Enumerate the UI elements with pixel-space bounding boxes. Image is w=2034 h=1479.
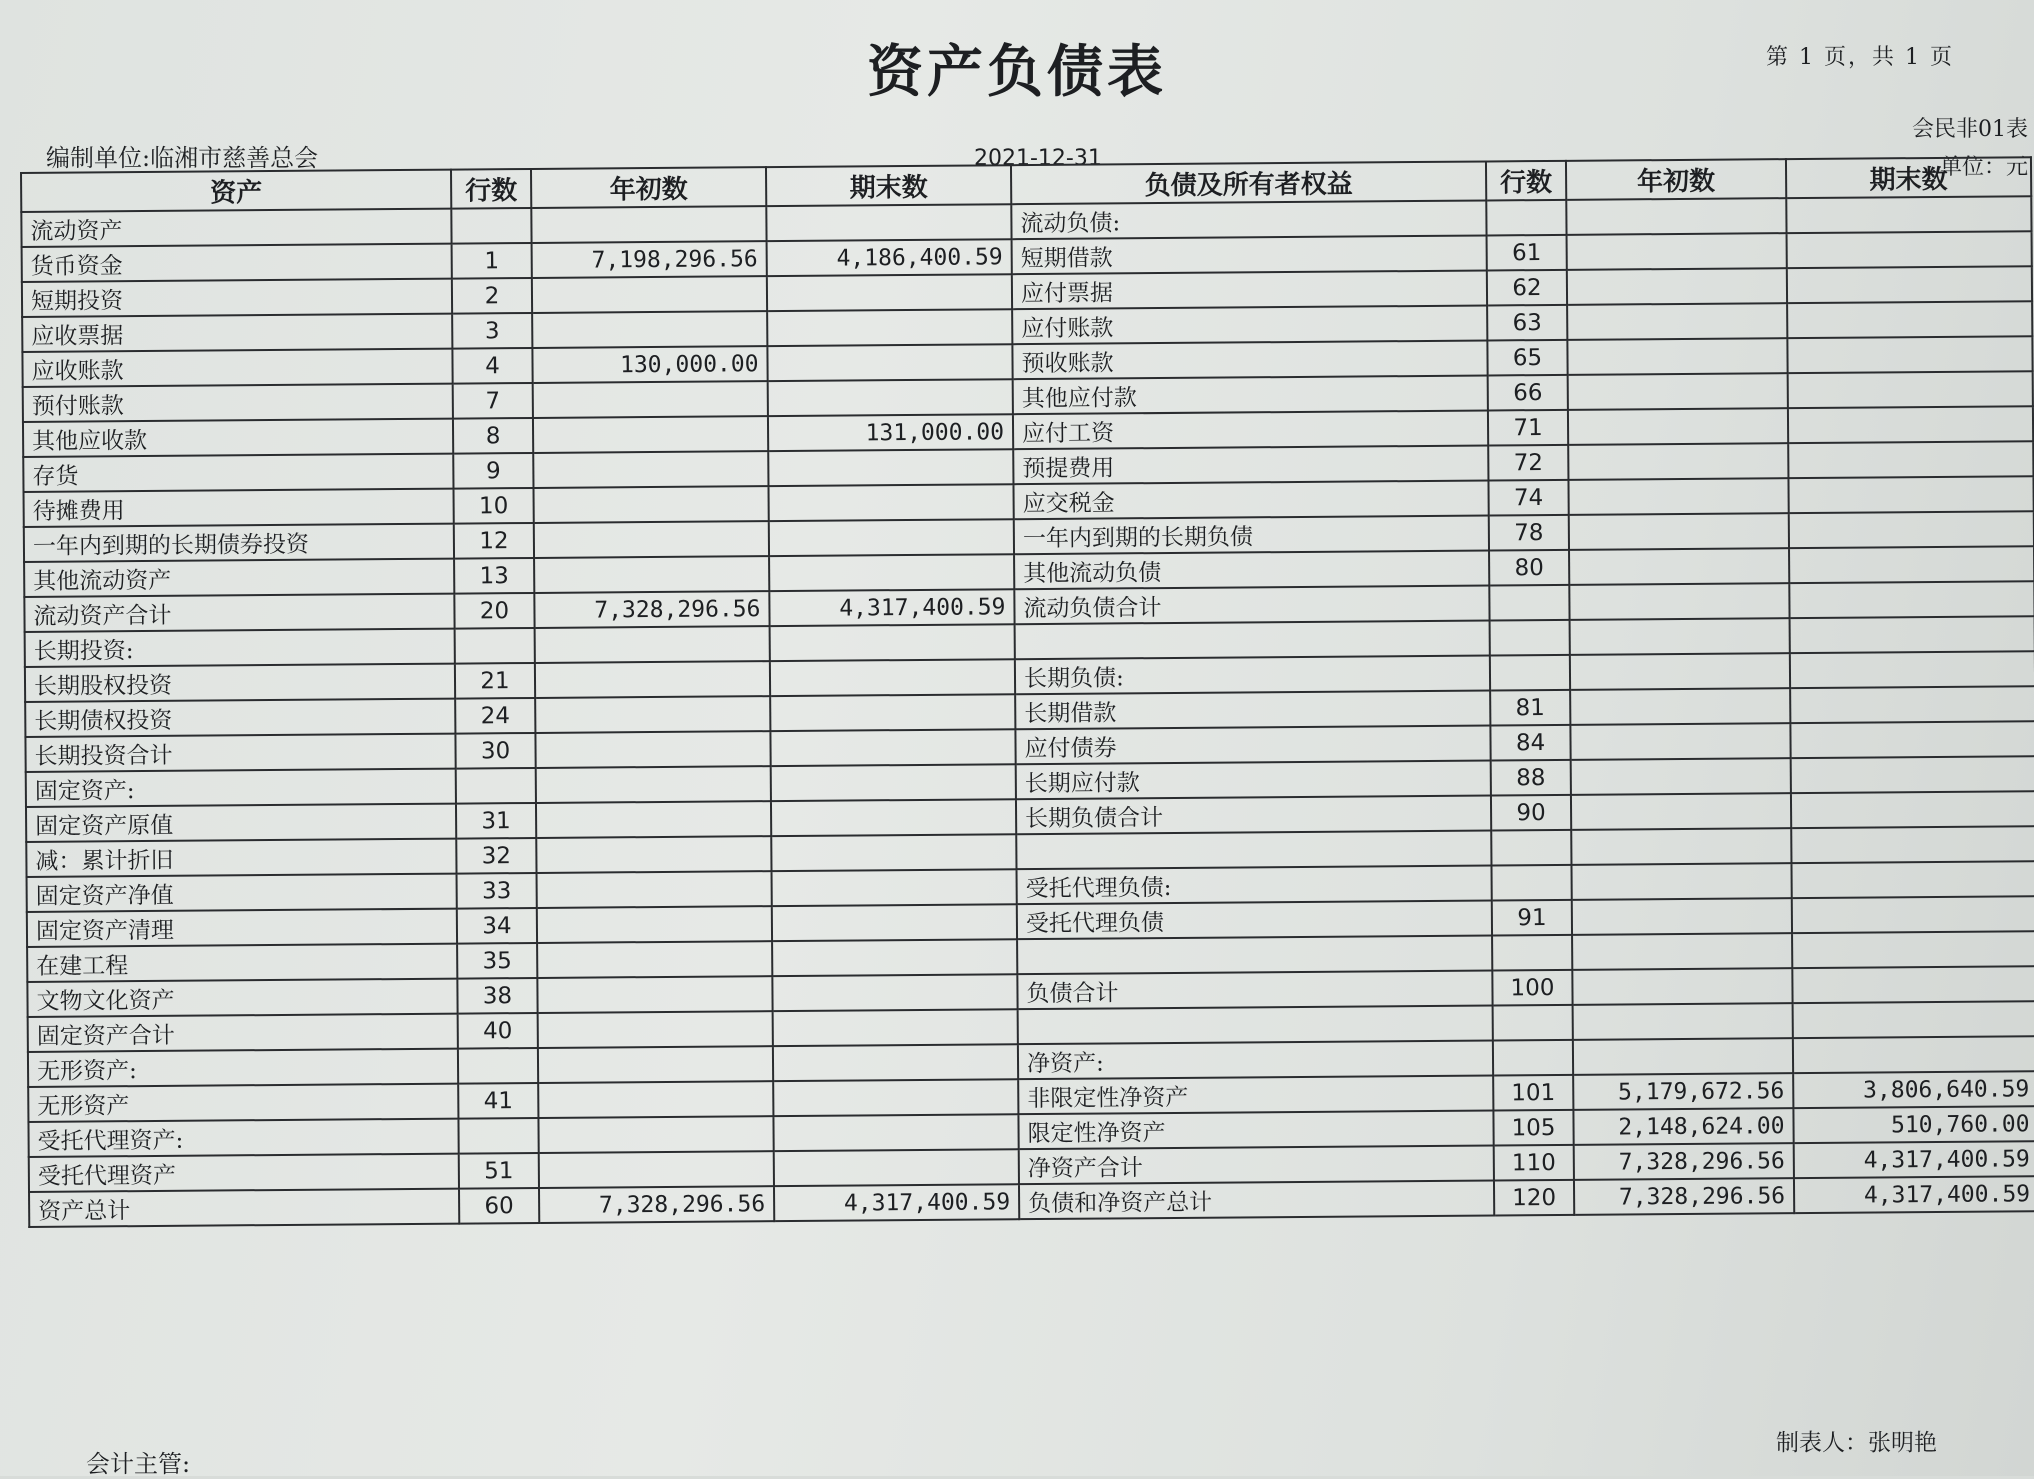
liability-begin-value [1569,583,1789,620]
liability-begin-value [1567,268,1787,305]
liability-label: 限定性净资产 [1018,1110,1493,1149]
balance-sheet-table [20,156,2034,1228]
liability-row-number [1486,200,1566,236]
liability-row-number: 63 [1487,305,1567,341]
asset-label: 其他流动资产 [24,559,454,597]
asset-begin-value: 7,328,296.56 [539,1186,774,1223]
liability-row-number: 62 [1487,270,1567,306]
liability-begin-value [1572,898,1792,935]
liability-end-value [1787,336,2032,373]
asset-end-value [771,764,1016,801]
liability-begin-value [1568,443,1788,480]
asset-end-value [768,484,1013,521]
liability-label: 长期应付款 [1016,760,1491,799]
liability-end-value [1786,196,2031,233]
col-header-assets: 资产 [21,170,451,212]
asset-label: 资产总计 [29,1189,459,1227]
liability-begin-value [1567,338,1787,375]
asset-end-value [770,694,1015,731]
liability-end-value [1790,651,2034,688]
liability-end-value: 4,317,400.59 [1794,1141,2034,1178]
asset-label: 其他应收款 [23,419,453,457]
liability-label [1015,620,1490,659]
asset-begin-value [536,801,771,838]
liability-begin-value [1566,198,1786,235]
liability-end-value [1791,861,2034,898]
asset-end-value [767,309,1012,346]
liability-begin-value [1568,408,1788,445]
col-header-liabilities: 负债及所有者权益 [1011,161,1486,204]
form-number: 会民非01表 [1912,117,2028,142]
asset-end-value [771,799,1016,836]
asset-row-number: 60 [459,1188,539,1224]
asset-end-value [770,659,1015,696]
asset-row-number [456,768,536,804]
liability-label [1017,935,1492,974]
asset-row-number: 12 [454,523,534,559]
asset-begin-value [537,941,772,978]
asset-end-value [768,379,1013,416]
asset-label: 待摊费用 [24,489,454,527]
liability-end-value [1792,896,2034,933]
table-body [21,196,2034,1227]
asset-row-number [451,208,531,244]
asset-end-value: 4,317,400.59 [774,1184,1019,1221]
asset-end-value [768,449,1013,486]
accounting-supervisor-label: 会计主管: [86,1450,191,1478]
liability-begin-value [1573,1003,1793,1040]
liability-row-number [1491,830,1571,866]
liability-end-value [1792,966,2034,1003]
liability-label: 应付工资 [1013,410,1488,449]
liability-end-value [1788,441,2033,478]
liability-label: 负债和净资产总计 [1019,1180,1494,1219]
liability-begin-value [1570,618,1790,655]
liability-begin-value [1567,233,1787,270]
asset-label: 预付账款 [23,384,453,422]
preparer-label: 制表人：张明艳 [1776,1430,1937,1456]
asset-row-number: 40 [458,1013,538,1049]
asset-label: 存货 [23,454,453,492]
liability-row-number [1490,655,1570,691]
asset-label: 无形资产: [28,1049,458,1087]
asset-row-number: 3 [452,313,532,349]
asset-end-value [771,834,1016,871]
asset-row-number: 7 [453,383,533,419]
asset-begin-value [535,626,770,663]
col-header-end: 期末数 [766,165,1011,206]
asset-label: 短期投资 [22,279,452,317]
liability-row-number: 78 [1489,515,1569,551]
asset-label: 固定资产清理 [27,909,457,947]
liability-end-value: 3,806,640.59 [1793,1071,2034,1108]
liability-row-number: 66 [1488,375,1568,411]
col-header-row-no-2: 行数 [1486,161,1566,201]
asset-begin-value: 7,198,296.56 [532,241,767,278]
asset-row-number [458,1118,538,1154]
asset-end-value [774,1149,1019,1186]
liability-row-number: 74 [1488,480,1568,516]
asset-begin-value: 130,000.00 [532,346,767,383]
asset-end-value [767,274,1012,311]
col-header-begin-2: 年初数 [1566,159,1786,200]
liability-row-number [1493,1005,1573,1041]
asset-row-number: 51 [459,1153,539,1189]
currency-unit: 单位：元 [1939,155,2028,180]
liability-label: 负债合计 [1017,970,1492,1009]
liability-begin-value: 7,328,296.56 [1574,1178,1794,1215]
liability-begin-value [1570,653,1790,690]
liability-begin-value [1572,968,1792,1005]
liability-end-value [1790,686,2034,723]
col-header-row-no: 行数 [451,169,531,209]
asset-begin-value [537,906,772,943]
asset-label: 长期债权投资 [25,699,455,737]
liability-label: 应交税金 [1013,480,1488,519]
asset-begin-value [537,871,772,908]
asset-label: 一年内到期的长期债券投资 [24,524,454,562]
liability-begin-value [1571,828,1791,865]
liability-row-number [1489,585,1569,621]
asset-label: 流动资产合计 [24,594,454,632]
asset-row-number: 35 [457,943,537,979]
asset-begin-value [534,521,769,558]
asset-begin-value [535,696,770,733]
asset-end-value [772,904,1017,941]
asset-row-number: 1 [452,243,532,279]
asset-end-value [770,624,1015,661]
liability-end-value [1789,581,2034,618]
liability-label: 短期借款 [1012,235,1487,274]
report-date: 2021-12-31 [974,146,1102,171]
liability-row-number [1492,935,1572,971]
liability-row-number: 91 [1492,900,1572,936]
asset-label: 长期投资: [25,629,455,667]
liability-end-value [1793,1036,2034,1073]
liability-label: 流动负债合计 [1014,585,1489,624]
liability-label: 预收账款 [1012,340,1487,379]
asset-end-value: 4,186,400.59 [767,239,1012,276]
asset-begin-value [534,556,769,593]
liability-label: 受托代理负债: [1017,865,1492,904]
asset-begin-value [533,451,768,488]
asset-label: 文物文化资产 [27,979,457,1017]
liability-label: 净资产合计 [1019,1145,1494,1184]
organization-name: 编制单位:临湘市慈善总会 [46,144,319,172]
liability-row-number: 88 [1491,760,1571,796]
asset-end-value [772,974,1017,1011]
liability-label [1018,1005,1493,1044]
asset-label: 长期投资合计 [25,734,455,772]
liability-row-number: 80 [1489,550,1569,586]
liability-end-value: 4,317,400.59 [1794,1176,2034,1213]
asset-begin-value [532,276,767,313]
page-title: 资产负债表 [867,39,1167,105]
liability-end-value [1791,826,2034,863]
asset-end-value [773,1114,1018,1151]
liability-row-number: 101 [1493,1075,1573,1111]
liability-begin-value [1570,688,1790,725]
asset-row-number: 33 [457,873,537,909]
asset-begin-value [537,976,772,1013]
liability-begin-value [1569,513,1789,550]
liability-label: 长期负债: [1015,655,1490,694]
asset-end-value [769,519,1014,556]
asset-begin-value [536,766,771,803]
asset-end-value [773,1009,1018,1046]
asset-begin-value [535,661,770,698]
asset-row-number: 10 [453,488,533,524]
liability-end-value [1790,616,2034,653]
asset-begin-value [538,1046,773,1083]
asset-label: 货币资金 [22,244,452,282]
asset-begin-value [533,381,768,418]
asset-row-number [455,628,535,664]
asset-end-value [766,204,1011,241]
asset-label: 应收票据 [22,314,452,352]
liability-begin-value [1571,863,1791,900]
liability-row-number: 72 [1488,445,1568,481]
liability-row-number [1490,620,1570,656]
asset-label: 固定资产原值 [26,804,456,842]
liability-begin-value [1572,933,1792,970]
liability-label [1016,830,1491,869]
asset-label: 无形资产 [28,1084,458,1122]
liability-label: 应付债券 [1015,725,1490,764]
asset-begin-value [533,486,768,523]
asset-begin-value [538,1011,773,1048]
asset-label: 受托代理资产 [29,1154,459,1192]
asset-row-number: 21 [455,663,535,699]
asset-row-number: 9 [453,453,533,489]
liability-row-number: 61 [1487,235,1567,271]
asset-begin-value: 7,328,296.56 [534,591,769,628]
liability-end-value [1791,756,2034,793]
liability-end-value [1789,511,2034,548]
asset-row-number: 41 [458,1083,538,1119]
asset-row-number: 38 [457,978,537,1014]
asset-label: 流动资产 [21,209,451,247]
asset-begin-value [536,836,771,873]
liability-label: 净资产: [1018,1040,1493,1079]
asset-begin-value [532,311,767,348]
asset-row-number: 31 [456,803,536,839]
liability-begin-value [1568,373,1788,410]
liability-label: 流动负债: [1011,200,1486,239]
asset-row-number: 13 [454,558,534,594]
asset-label: 固定资产合计 [28,1014,458,1052]
liability-begin-value: 2,148,624.00 [1573,1108,1793,1145]
asset-end-value [773,1079,1018,1116]
asset-row-number: 2 [452,278,532,314]
liability-row-number: 84 [1490,725,1570,761]
liability-begin-value [1571,793,1791,830]
asset-begin-value [531,206,766,243]
asset-begin-value [533,416,768,453]
asset-label: 固定资产: [26,769,456,807]
asset-row-number: 32 [456,838,536,874]
liability-end-value [1787,301,2032,338]
asset-begin-value [538,1116,773,1153]
liability-begin-value [1573,1038,1793,1075]
liability-end-value [1792,931,2034,968]
asset-begin-value [535,731,770,768]
liability-label: 受托代理负债 [1017,900,1492,939]
asset-label: 在建工程 [27,944,457,982]
liability-label: 预提费用 [1013,445,1488,484]
liability-row-number: 100 [1492,970,1572,1006]
liability-end-value [1793,1001,2034,1038]
asset-end-value [773,1044,1018,1081]
asset-label: 减：累计折旧 [26,839,456,877]
liability-row-number: 105 [1493,1110,1573,1146]
col-header-begin: 年初数 [531,167,766,208]
liability-row-number: 65 [1487,340,1567,376]
asset-end-value [769,554,1014,591]
liability-begin-value: 5,179,672.56 [1573,1073,1793,1110]
liability-row-number: 71 [1488,410,1568,446]
liability-row-number: 110 [1494,1145,1574,1181]
liability-row-number [1491,865,1571,901]
asset-row-number: 8 [453,418,533,454]
liability-row-number [1493,1040,1573,1076]
liability-begin-value [1568,478,1788,515]
liability-begin-value [1571,758,1791,795]
liability-end-value [1788,406,2033,443]
liability-label: 应付账款 [1012,305,1487,344]
asset-end-value [772,869,1017,906]
asset-row-number: 4 [452,348,532,384]
liability-begin-value [1567,303,1787,340]
liability-end-value [1788,476,2033,513]
liability-row-number: 120 [1494,1180,1574,1216]
asset-label: 受托代理资产: [28,1119,458,1157]
liability-label: 非限定性净资产 [1018,1075,1493,1114]
asset-end-value [772,939,1017,976]
liability-label: 其他应付款 [1013,375,1488,414]
liability-row-number: 90 [1491,795,1571,831]
asset-row-number: 30 [455,733,535,769]
liability-end-value [1787,266,2032,303]
asset-end-value: 4,317,400.59 [769,589,1014,626]
asset-row-number: 24 [455,698,535,734]
liability-end-value [1790,721,2034,758]
liability-end-value [1791,791,2034,828]
asset-label: 应收账款 [22,349,452,387]
asset-row-number: 34 [457,908,537,944]
liability-end-value [1787,231,2032,268]
col-header-end-2: 期末数 [1786,157,2031,198]
liability-label: 长期负债合计 [1016,795,1491,834]
liability-row-number: 81 [1490,690,1570,726]
asset-end-value [770,729,1015,766]
liability-label: 应付票据 [1012,270,1487,309]
liability-end-value: 510,760.00 [1793,1106,2034,1143]
liability-end-value [1788,371,2033,408]
liability-label: 一年内到期的长期负债 [1014,515,1489,554]
asset-row-number [458,1048,538,1084]
page-info: 第 1 页，共 1 页 [1766,45,1954,70]
liability-begin-value [1570,723,1790,760]
liability-end-value [1789,546,2034,583]
liability-begin-value: 7,328,296.56 [1574,1143,1794,1180]
asset-label: 固定资产净值 [27,874,457,912]
asset-label: 长期股权投资 [25,664,455,702]
liability-label: 长期借款 [1015,690,1490,729]
liability-label: 其他流动负债 [1014,550,1489,589]
liability-begin-value [1569,548,1789,585]
asset-row-number: 20 [454,593,534,629]
asset-begin-value [539,1151,774,1188]
asset-end-value [767,344,1012,381]
asset-end-value: 131,000.00 [768,414,1013,451]
asset-begin-value [538,1081,773,1118]
